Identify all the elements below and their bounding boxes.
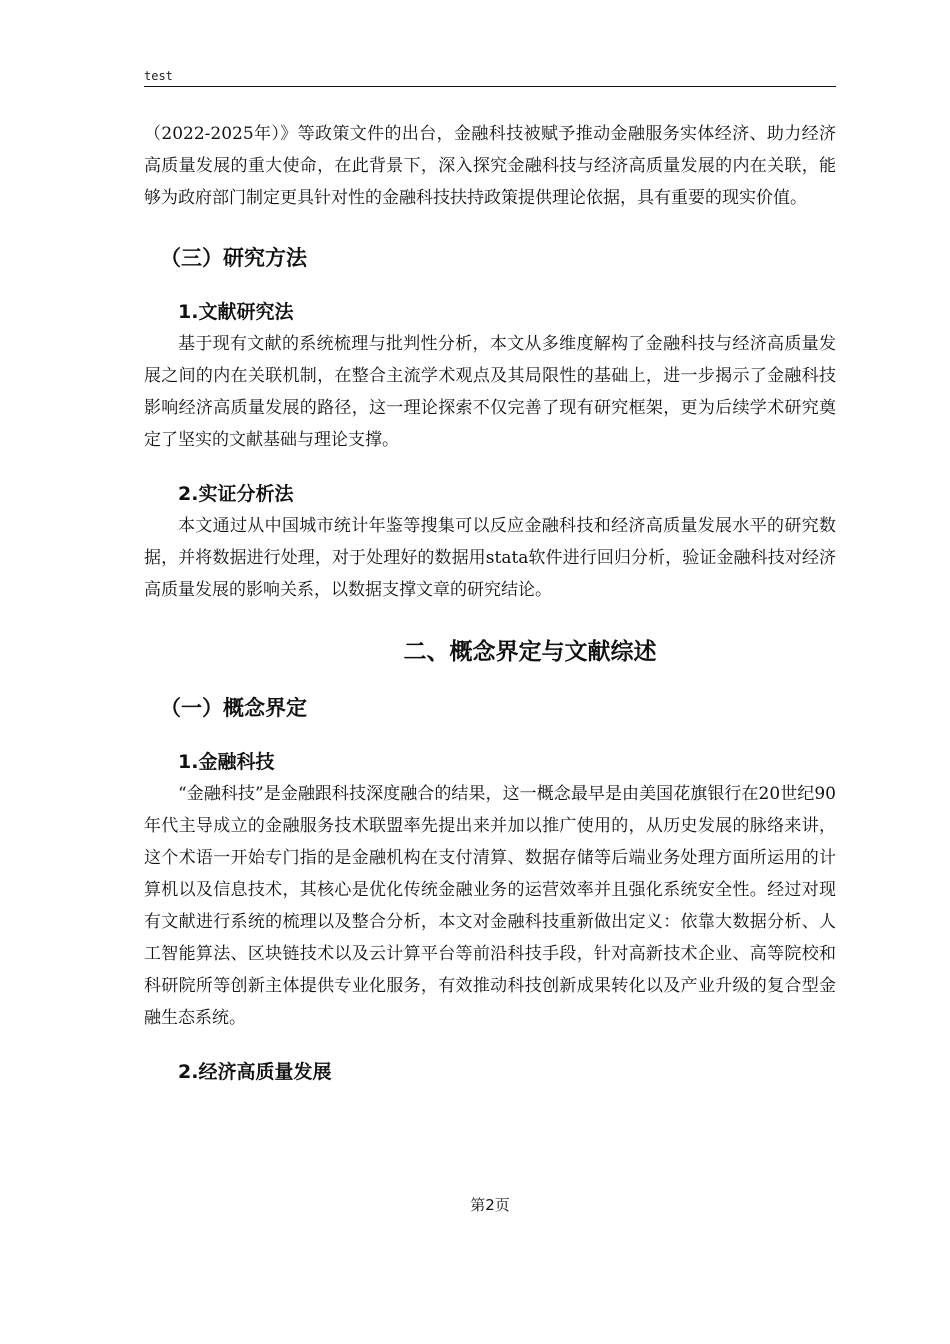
subsection-heading-fintech: 1.金融科技 [178,751,275,773]
subsection-heading-high-quality-development: 2.经济高质量发展 [178,1061,332,1083]
fintech-paragraph: “金融科技”是金融跟科技深度融合的结果，这一概念最早是由美国花旗银行在20世纪90年代主导成立的金融服务技术联盟率先提出来并加以推广使用的，从历史发展的脉络来讲，这个术语一开始专门指的是金融机构在支付清算、数据存储等后端业务处理方面所运用的计算机以及信息技术，其核心是优化传统金融业务的运营效率并且强化系统安全性。经过对现有文献进行系统的梳理以及整合分析，本文对金融科技重新做出定义：依靠大数据分析、人工智能算法、区块链技术以及云计算平台等前沿科技手段，针对高新技术企业、高等院校和科研院所等创新主体提供专业化服务，有效推动科技创新成果转化以及产业升级的复合型金融生态系统。 [144,784,836,1028]
section-heading-concept: （一）概念界定 [160,696,307,720]
header-rule [144,86,836,87]
chapter-heading: 二、概念界定与文献综述 [403,639,657,665]
intro-paragraph: （2022-2025年）》等政策文件的出台，金融科技被赋予推动金融服务实体经济、助力经济高质量发展的重大使命，在此背景下，深入探究金融科技与经济高质量发展的内在关联，能够为政府部门制定更具针对性的金融科技扶持政策提供理论依据，具有重要的现实价值。 [144,124,836,208]
subsection-heading-literature-method: 1.文献研究法 [178,301,294,323]
section-heading-methods: （三）研究方法 [160,246,307,270]
subsection-heading-empirical-method: 2.实证分析法 [178,483,294,505]
page-number: 第2页 [470,1196,510,1214]
empirical-method-paragraph: 本文通过从中国城市统计年鉴等搜集可以反应金融科技和经济高质量发展水平的研究数据，并将数据进行处理，对于处理好的数据用stata软件进行回归分析，验证金融科技对经济高质量发展的影响关系，以数据支撑文章的研究结论。 [144,516,836,600]
literature-method-paragraph: 基于现有文献的系统梳理与批判性分析，本文从多维度解构了金融科技与经济高质量发展之间的内在关联机制，在整合主流学术观点及其局限性的基础上，进一步揭示了金融科技影响经济高质量发展的路径，这一理论探索不仅完善了现有研究框架，更为后续学术研究奠定了坚实的文献基础与理论支撑。 [144,334,836,450]
running-header: test [144,69,173,83]
page-body [144,118,836,1088]
